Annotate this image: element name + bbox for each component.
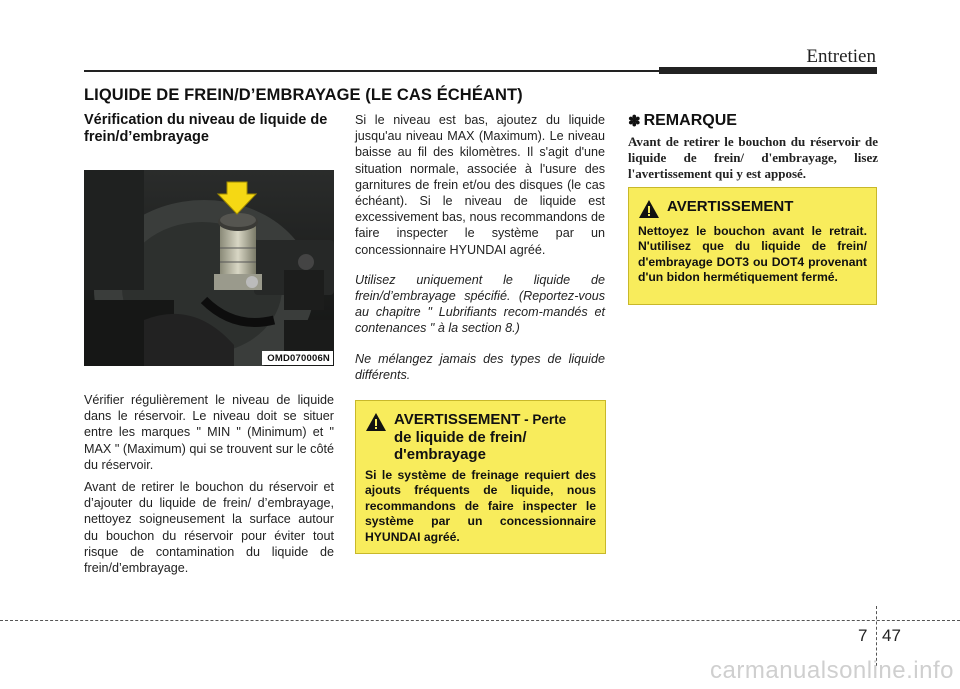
watermark: carmanualsonline.info <box>710 657 954 684</box>
warning-triangle-icon <box>638 199 660 219</box>
photo-caption: OMD070006N <box>262 351 333 365</box>
paragraph-no-mixing: Ne mélangez jamais des types de liquide différents. <box>355 351 605 382</box>
warning-title: AVERTISSEMENT <box>394 411 521 428</box>
page-number: 47 <box>882 626 901 645</box>
warning-body: Nettoyez le bouchon avant le retrait. N'utilisez que du liquide de frein/ d'embrayage DOT3 ou DOT4 provenant d'un bidon hermétiquement fermé. <box>638 224 867 285</box>
warning-body: Si le système de freinage requiert des ajouts fréquents de liquide, nous recommandons de faire inspecter le système par un concessionnaire HYUNDAI agréé. <box>365 468 596 544</box>
footer-rule <box>0 620 960 621</box>
warning-box-cap <box>628 187 877 305</box>
column-right <box>628 112 878 182</box>
remark-star-icon: ✽ <box>628 113 641 130</box>
warning-subtitle: de liquide de frein/ d'embrayage <box>394 429 527 463</box>
remark-heading <box>628 112 878 130</box>
engine-bay-photo <box>84 170 334 366</box>
engine-bay-illustration <box>84 170 334 366</box>
header-title: Entretien <box>806 46 876 67</box>
warning-title: AVERTISSEMENT <box>667 198 794 215</box>
header-rule-accent <box>659 67 877 74</box>
subhead: Vérification du niveau de liquide de frein/d’embrayage <box>84 112 328 145</box>
warning-title-suffix: - Perte <box>520 412 567 427</box>
remark-title: REMARQUE <box>643 112 737 129</box>
paragraph-level-check: Vérifier régulièrement le niveau de liquide dans le réservoir. Le niveau doit se situer entre les marques " MIN " (Minimum) et " MAX " (Maximum) qui se trouvent sur le côté du réservoir. <box>84 393 334 472</box>
chapter-number: 7 <box>858 626 868 645</box>
warning-box-fluid-loss <box>355 400 606 554</box>
column-middle <box>355 112 605 383</box>
paragraph-low-level: Si le niveau est bas, ajoutez du liquide jusqu'au niveau MAX (Maximum). Le niveau baisse au fil des kilomètres. Il s'agit d'une situation normale, associée à l'usure des garnitures de frein et/ou des disques (le cas échéant). Si le niveau de liquide est excessivement bas, nous recommandons de faire inspecter le système par un concessionnaire HYUNDAI agréé. <box>355 113 605 257</box>
paragraph-cleaning: Avant de retirer le bouchon du réservoir et d’ajouter du liquide de frein/ d’embrayage, nettoyez soigneusement la surface autour du bouchon du réservoir pour éviter tout risque de contamination du liquide de frein/d’embrayage. <box>84 480 334 576</box>
warning-triangle-icon <box>365 412 387 432</box>
paragraph-fluid-spec: Utilisez uniquement le liquide de frein/d’embrayage spécifié. (Reportez-vous au chapitre " Lubrifiants recom-mandés et contenances " à la section 8.) <box>355 272 605 336</box>
column-left <box>84 112 334 576</box>
section-title: LIQUIDE DE FREIN/D’EMBRAYAGE (LE CAS ÉCHÉANT) <box>84 86 523 104</box>
remark-text: Avant de retirer le bouchon du réservoir de liquide de frein/ d'embrayage, lisez l'avertissement qui y est apposé. <box>628 134 878 181</box>
